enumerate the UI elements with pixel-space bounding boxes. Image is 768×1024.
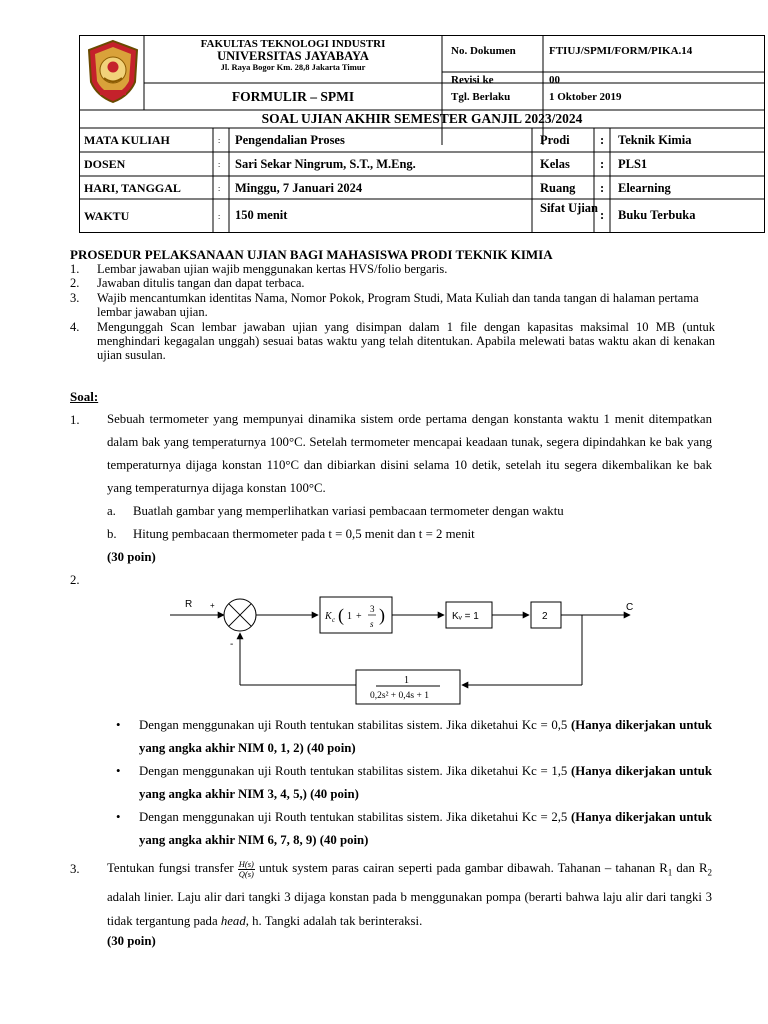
diagram-minus-sign: - [230, 639, 234, 650]
institution-block [144, 39, 442, 74]
q1-text: Sebuah termometer yang mempunyai dinamika sistem orde pertama dengan konstanta waktu 1 menit ditempatkan dalam bak yang temperaturnya 100°C. Setelah termometer mencapai keadaan tunak, segera dipindahkan ke bak yang temperaturnya dijaga konstan 110°C dan dibiarkan disini selama 10 detik, setelah itu segera dikembalikan ke bak yang temperaturnya dijaga konstan 100°C. [107, 412, 712, 495]
item-text: Mengunggah Scan lembar jawaban ujian yang disimpan dalam 1 file dengan kapasitas maksimal 10 MB (untuk menghindari kegagalan unggah) sesuai batas waktu yang telah ditentukan. Apabila melewati batas waktu akan di kenakan ujian susulan. [97, 319, 715, 363]
item-text: Jawaban ditulis tangan dan dapat terbaca. [97, 276, 305, 291]
diagram-feedback-numerator: 1 [404, 675, 409, 686]
diagram-kv-block: Kᵥ = 1 [452, 611, 479, 622]
q1b-text: Hitung pembacaan thermometer pada t = 0,5 menit dan t = 2 menit [133, 527, 475, 541]
diagram-paren-open: ( [338, 605, 344, 625]
q3-text-part: adalah linier. Laju alir dari tangki 3 dijaga konstan pada b menggunakan pompa (berarti bahwa laju alir dari tangki 3 tidak tergantung pada [107, 889, 712, 928]
row-value-date: Minggu, 7 Januari 2024 [235, 181, 363, 195]
q3-text [107, 856, 712, 933]
q3-text-part: Tentukan fungsi transfer [107, 861, 238, 875]
transfer-function-fraction [238, 860, 255, 879]
row-key2-exam-type: Sifat Ujian [540, 201, 598, 215]
row-value2-prodi: Teknik Kimia [618, 133, 692, 147]
list-item [70, 291, 715, 320]
row-colon2: : [600, 181, 605, 195]
row-colon: : [218, 212, 221, 221]
list-item [70, 320, 715, 363]
row-colon: : [218, 184, 221, 193]
diagram-output-label: C [626, 602, 634, 613]
row-key2-room: Ruang [540, 181, 576, 195]
exam-title: SOAL UJIAN AKHIR SEMESTER GANJIL 2023/2024 [261, 111, 583, 126]
university-name: UNIVERSITAS JAYABAYA [217, 48, 369, 63]
row-colon: : [218, 136, 221, 145]
list-item [116, 714, 712, 760]
diagram-kc-symbol: K [325, 611, 332, 622]
q2-bullet-list [116, 714, 712, 852]
bullet-bold-text: (Hanya dikerjakan untuk yang angka akhir NIM 0, 1, 2) (40 poin) [139, 718, 712, 755]
row-key2-prodi: Prodi [540, 133, 570, 147]
row-key-course: MATA KULIAH [84, 133, 170, 147]
subscript: 1 [667, 867, 673, 878]
row-key2-class: Kelas [540, 157, 570, 171]
diagram-plus-sign: + [210, 601, 215, 610]
item-number: 1. [70, 262, 80, 276]
block-diagram [170, 590, 670, 712]
bullet-text: Dengan menggunakan uji Routh tentukan stabilitas sistem. Jika diketahui Kc = 0,5 [139, 718, 571, 732]
university-logo-icon [84, 38, 142, 106]
row-value2-room: Elearning [618, 181, 671, 195]
q2-number: 2. [70, 573, 80, 587]
fraction-numerator: H(s) [238, 858, 254, 869]
q1-number: 1. [70, 413, 80, 427]
diagram-input-label: R [185, 599, 193, 610]
diagram-kc-one: 1 [347, 611, 352, 622]
bullet-bold-text: (Hanya dikerjakan untuk yang angka akhir NIM 3, 4, 5,) (40 poin) [139, 764, 712, 801]
fraction-denominator: Q(s) [238, 868, 254, 879]
row-colon2: : [600, 157, 605, 171]
faculty-name: FAKULTAS TEKNOLOGI INDUSTRI [200, 38, 386, 50]
q1-points: (30 poin) [107, 550, 156, 564]
doc-no-value: FTIUJ/SPMI/FORM/PIKA.14 [549, 45, 693, 57]
diagram-kc-denominator: s [370, 619, 374, 629]
revision-value: 00 [549, 74, 560, 86]
row-colon2: : [600, 208, 605, 222]
bullet-text: Dengan menggunakan uji Routh tentukan stabilitas sistem. Jika diketahui Kc = 2,5 [139, 810, 571, 824]
diagram-paren-close: ) [379, 605, 385, 625]
row-value-duration: 150 menit [235, 208, 288, 222]
bullet-icon: • [116, 718, 121, 732]
procedure-list [70, 262, 715, 363]
diagram-kc-plus: + [356, 611, 362, 622]
row-colon: : [218, 160, 221, 169]
diagram-feedback-denominator: 0,2s² + 0,4s + 1 [370, 691, 429, 701]
row-key-duration: WAKTU [84, 209, 130, 223]
item-text: Wajib mencantumkan identitas Nama, Nomor Pokok, Program Studi, Mata Kuliah dan tanda tangan di halaman pertama lembar jawaban ujian. [97, 290, 699, 320]
row-value-course: Pengendalian Proses [235, 133, 345, 147]
row-colon2: : [600, 133, 605, 147]
bullet-bold-text: (Hanya dikerjakan untuk yang angka akhir NIM 6, 7, 8, 9) (40 poin) [139, 810, 712, 847]
q3-head-word: head [220, 913, 246, 928]
item-number: 2. [70, 276, 80, 291]
row-value-lecturer: Sari Sekar Ningrum, S.T., M.Eng. [235, 157, 416, 171]
valid-date-label: Tgl. Berlaku [451, 91, 511, 103]
valid-date-value: 1 Oktober 2019 [549, 91, 622, 103]
item-number: 4. [70, 319, 80, 334]
diagram-kc-subscript: c [332, 616, 336, 624]
list-item [70, 276, 715, 290]
item-number: 3. [70, 290, 80, 305]
diagram-kc-numerator: 3 [370, 604, 375, 614]
q3-text-part: untuk system paras cairan seperti pada gambar dibawah. Tahanan – tahanan R [254, 861, 668, 875]
form-title: FORMULIR – SPMI [231, 89, 355, 104]
list-item [116, 760, 712, 806]
row-key-lecturer: DOSEN [84, 157, 126, 171]
list-item [70, 262, 715, 276]
q3-text-part: dan R [672, 861, 708, 875]
item-text: Lembar jawaban ujian wajib menggunakan kertas HVS/folio bergaris. [97, 262, 448, 276]
q3-number: 3. [70, 862, 80, 876]
list-item [116, 806, 712, 852]
university-address: Jl. Raya Bogor Km. 28,8 Jakarta Timur [220, 62, 366, 72]
q1a-text: Buatlah gambar yang memperlihatkan variasi pembacaan termometer dengan waktu [133, 504, 564, 518]
subscript: 2 [707, 867, 712, 878]
row-key-date: HARI, TANGGAL [84, 181, 181, 195]
q3-points: (30 poin) [107, 934, 156, 948]
procedure-title: PROSEDUR PELAKSANAAN UJIAN BAGI MAHASISWA PRODI TEKNIK KIMIA [70, 247, 553, 262]
q3-text-part: , h. Tangki adalah tak berinteraksi. [245, 913, 423, 928]
q1b-label: b. [107, 527, 117, 541]
diagram-gain-block: 2 [542, 611, 548, 622]
bullet-icon: • [116, 764, 121, 778]
bullet-text: Dengan menggunakan uji Routh tentukan stabilitas sistem. Jika diketahui Kc = 1,5 [139, 764, 571, 778]
bullet-icon: • [116, 810, 121, 824]
q1a-label: a. [107, 504, 116, 518]
row-value2-exam-type: Buku Terbuka [618, 208, 696, 222]
row-value2-class: PLS1 [618, 157, 648, 171]
doc-no-label: No. Dokumen [451, 45, 516, 57]
revision-label: Revisi ke [451, 74, 494, 86]
questions-label: Soal: [70, 389, 99, 404]
